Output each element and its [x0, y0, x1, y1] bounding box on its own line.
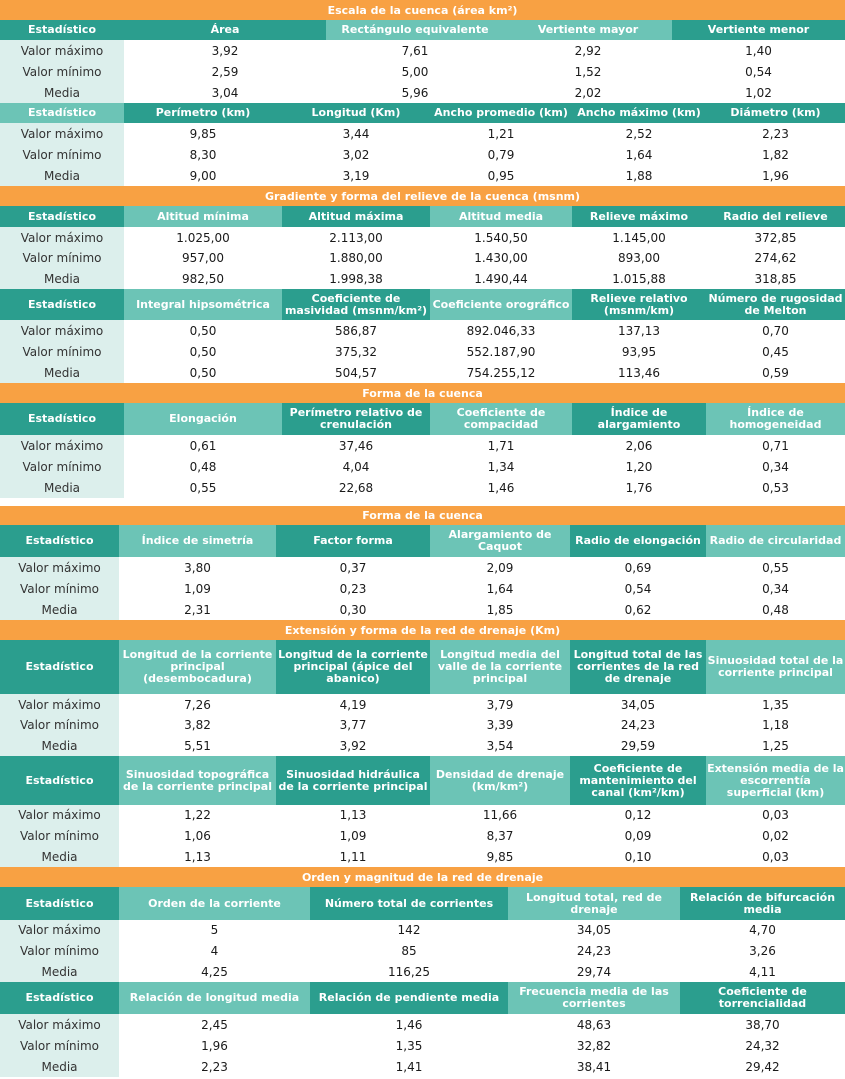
table-cell: 4 — [210, 943, 219, 958]
header-row — [0, 887, 845, 920]
header-row — [0, 525, 845, 557]
table-cell: 1.540,50 — [474, 230, 528, 245]
table-cell: 32,82 — [576, 1038, 612, 1053]
table-cell: 0,62 — [624, 602, 652, 617]
table-cell: 0,79 — [487, 147, 515, 162]
table-cell: 137,13 — [618, 323, 660, 338]
table-cell: 2,92 — [574, 43, 602, 58]
table-row — [0, 82, 845, 103]
column-header: Longitud de la corriente principal (desembocadura) — [119, 640, 276, 694]
row-label: Valor máximo — [0, 123, 124, 144]
table-cell: 4,70 — [749, 923, 776, 937]
table-cell: 1.998,38 — [329, 271, 383, 286]
table-row — [0, 40, 845, 61]
table-cell: 2.113,00 — [329, 230, 383, 245]
table-row — [0, 61, 845, 82]
table-cell: 9,00 — [189, 168, 217, 183]
table-cell: 24,32 — [745, 1038, 780, 1053]
table-cell: 0,59 — [762, 365, 789, 380]
column-header: Altitud media — [430, 206, 572, 227]
table-cell: 1,76 — [625, 480, 653, 495]
table-cell: 0,30 — [339, 602, 367, 617]
table-row — [0, 846, 845, 867]
column-header: Frecuencia media de las corrientes — [508, 982, 680, 1014]
column-header: Longitud total, red de drenaje — [508, 887, 680, 920]
table-cell: 1,88 — [625, 168, 653, 183]
table-cell: 38,70 — [745, 1017, 780, 1032]
table-cell: 3,44 — [342, 126, 370, 141]
column-header: Altitud mínima — [124, 206, 282, 227]
table-cell: 0,34 — [762, 581, 789, 596]
table-cell: 1,96 — [201, 1038, 228, 1053]
table-cell: 0,48 — [189, 459, 217, 474]
table-cell: 2,06 — [625, 438, 653, 453]
row-label: Valor mínimo — [0, 61, 124, 82]
section-banner: Forma de la cuenca — [0, 506, 845, 525]
row-label: Valor máximo — [0, 557, 119, 578]
column-header: Coeficiente de mantenimiento del canal (km²/km) — [570, 756, 706, 805]
column-header: Longitud (Km) — [282, 103, 430, 123]
table-cell: 3,39 — [486, 718, 514, 732]
table-row — [0, 320, 845, 341]
table-cell: 754.255,12 — [466, 365, 536, 380]
header-row — [0, 20, 845, 40]
row-label: Media — [0, 599, 119, 620]
table-cell: 1,06 — [184, 828, 211, 843]
row-label: Valor máximo — [0, 694, 119, 715]
table-cell: 0,95 — [487, 168, 515, 183]
table-cell: 274,62 — [754, 251, 797, 265]
table-cell: 37,46 — [338, 438, 374, 453]
table-cell: 1,21 — [487, 126, 515, 141]
row-label: Media — [0, 82, 124, 103]
column-header: Radio de circularidad — [706, 525, 845, 557]
section-banner: Orden y magnitud de la red de drenaje — [0, 867, 845, 887]
table-cell: 2,59 — [211, 64, 239, 79]
row-label: Media — [0, 961, 119, 982]
table-cell: 7,61 — [401, 43, 429, 58]
table-cell: 0,10 — [624, 849, 652, 864]
column-header: Vertiente menor — [672, 20, 845, 40]
table-cell: 1,11 — [339, 849, 367, 864]
table-cell: 1,35 — [395, 1038, 423, 1053]
table-row — [0, 940, 845, 961]
table-cell: 1,13 — [184, 849, 211, 864]
table-row — [0, 477, 845, 498]
table-cell: 1,25 — [762, 738, 789, 753]
row-label: Valor mínimo — [0, 715, 119, 735]
table-cell: 3,54 — [486, 738, 514, 753]
table-cell: 1,09 — [339, 828, 367, 843]
table-cell: 24,23 — [620, 718, 656, 732]
header-row — [0, 206, 845, 227]
table-cell: 5,51 — [184, 738, 211, 753]
row-label: Valor mínimo — [0, 341, 124, 362]
table-cell: 1,46 — [395, 1017, 423, 1032]
table-cell: 1,82 — [762, 147, 789, 162]
column-header: Radio del relieve — [706, 206, 845, 227]
column-header: Perímetro (km) — [124, 103, 282, 123]
table-cell: 552.187,90 — [466, 344, 536, 359]
table-row — [0, 557, 845, 578]
table-cell: 85 — [401, 943, 417, 958]
table-cell: 2,23 — [201, 1059, 228, 1074]
table-cell: 1,09 — [184, 581, 211, 596]
row-label: Valor mínimo — [0, 825, 119, 846]
stat-header: Estadístico — [0, 289, 124, 320]
column-header: Relieve relativo (msnm/km) — [572, 289, 706, 320]
row-label: Valor máximo — [0, 1014, 119, 1035]
row-label: Valor máximo — [0, 920, 119, 940]
table-cell: 0,50 — [189, 365, 217, 380]
stat-header: Estadístico — [0, 403, 124, 435]
column-header: Densidad de drenaje (km/km²) — [430, 756, 570, 805]
table-cell: 1,96 — [762, 168, 789, 183]
table-cell: 375,32 — [335, 344, 377, 359]
row-label: Valor máximo — [0, 805, 119, 825]
stat-header: Estadístico — [0, 640, 119, 694]
table-cell: 1.490,44 — [474, 271, 528, 286]
table-cell: 93,95 — [621, 344, 657, 359]
table-cell: 0,03 — [762, 849, 789, 864]
table-cell: 2,31 — [184, 602, 211, 617]
column-header: Sinuosidad topográfica de la corriente principal — [119, 756, 276, 805]
table-cell: 1,40 — [745, 43, 772, 58]
row-label: Media — [0, 477, 124, 498]
table-cell: 0,70 — [762, 323, 789, 338]
row-label: Media — [0, 268, 124, 289]
table-cell: 3,77 — [339, 718, 367, 732]
table-cell: 1,71 — [487, 438, 515, 453]
table-cell: 1.015,88 — [612, 271, 666, 286]
table-cell: 2,23 — [762, 126, 789, 141]
column-header: Relieve máximo — [572, 206, 706, 227]
table-row — [0, 1056, 845, 1077]
table-cell: 5 — [210, 923, 219, 937]
row-label: Valor máximo — [0, 435, 124, 456]
column-header: Índice de homogeneidad — [706, 403, 845, 435]
table-cell: 372,85 — [754, 230, 797, 245]
table-cell: 1,13 — [339, 808, 367, 822]
table-cell: 142 — [397, 923, 421, 937]
column-header: Área — [124, 20, 326, 40]
row-label: Media — [0, 165, 124, 186]
table-cell: 0,37 — [339, 560, 367, 575]
table-cell: 1,35 — [762, 697, 789, 712]
table-cell: 1,64 — [625, 147, 653, 162]
table-cell: 982,50 — [182, 271, 224, 286]
table-cell: 1,22 — [184, 808, 211, 822]
table-cell: 1,20 — [625, 459, 653, 474]
table-cell: 586,87 — [335, 323, 377, 338]
row-label: Valor máximo — [0, 227, 124, 248]
column-header: Integral hipsométrica — [124, 289, 282, 320]
table-cell: 0,50 — [189, 323, 217, 338]
stat-header: Estadístico — [0, 982, 119, 1014]
table-cell: 3,92 — [211, 43, 239, 58]
table-row — [0, 362, 845, 383]
table-cell: 0,71 — [762, 438, 789, 453]
table-cell: 1.430,00 — [474, 251, 528, 265]
column-header: Sinuosidad total de la corriente principal — [706, 640, 845, 694]
column-header: Factor forma — [276, 525, 430, 557]
table-row — [0, 805, 845, 825]
column-header: Diámetro (km) — [706, 103, 845, 123]
column-header: Alargamiento de Caquot — [430, 525, 570, 557]
table-cell: 11,66 — [482, 808, 518, 822]
column-header: Longitud media del valle de la corriente principal — [430, 640, 570, 694]
column-header: Coeficiente orográfico — [430, 289, 572, 320]
table-row — [0, 456, 845, 477]
table-cell: 0,02 — [762, 828, 789, 843]
table-cell: 0,48 — [762, 602, 789, 617]
table-cell: 0,55 — [762, 560, 789, 575]
table-cell: 1,85 — [486, 602, 514, 617]
table-cell: 0,45 — [762, 344, 789, 359]
table-cell: 0,34 — [762, 459, 789, 474]
table-cell: 4,04 — [342, 459, 370, 474]
stat-header: Estadístico — [0, 103, 124, 123]
column-header: Elongación — [124, 403, 282, 435]
table-cell: 318,85 — [754, 271, 797, 286]
table-row — [0, 435, 845, 456]
column-header: Relación de pendiente media — [310, 982, 508, 1014]
table-cell: 0,03 — [762, 808, 789, 822]
table-cell: 1,41 — [395, 1059, 423, 1074]
table-cell: 3,19 — [342, 168, 370, 183]
table-row — [0, 599, 845, 620]
table-cell: 29,74 — [576, 964, 612, 979]
table-cell: 34,05 — [576, 923, 612, 937]
column-header: Coeficiente de torrencialidad — [680, 982, 845, 1014]
table-cell: 1.880,00 — [329, 251, 383, 265]
table-row — [0, 825, 845, 846]
column-header: Perímetro relativo de crenulación — [282, 403, 430, 435]
stat-header: Estadístico — [0, 887, 119, 920]
section-banner: Extensión y forma de la red de drenaje (Km) — [0, 620, 845, 640]
table-cell: 0,55 — [189, 480, 217, 495]
column-header: Longitud de la corriente principal (ápice del abanico) — [276, 640, 430, 694]
row-label: Valor máximo — [0, 320, 124, 341]
table-cell: 0,61 — [189, 438, 217, 453]
table-cell: 38,41 — [576, 1059, 612, 1074]
table-cell: 504,57 — [335, 365, 377, 380]
table-cell: 0,69 — [624, 560, 652, 575]
table-row — [0, 1035, 845, 1056]
table-cell: 3,79 — [486, 697, 514, 712]
section-banner: Escala de la cuenca (área km²) — [0, 0, 845, 20]
row-label: Valor mínimo — [0, 1035, 119, 1056]
table-cell: 3,82 — [184, 718, 211, 732]
column-header: Relación de bifurcación media — [680, 887, 845, 920]
row-label: Valor mínimo — [0, 144, 124, 165]
table-cell: 0,50 — [189, 344, 217, 359]
table-cell: 2,52 — [625, 126, 653, 141]
row-label: Valor máximo — [0, 40, 124, 61]
row-label: Valor mínimo — [0, 456, 124, 477]
table-cell: 48,63 — [576, 1017, 612, 1032]
table-row — [0, 578, 845, 599]
table-row — [0, 268, 845, 289]
column-header: Longitud total de las corrientes de la red de drenaje — [570, 640, 706, 694]
column-header: Vertiente mayor — [504, 20, 672, 40]
section-banner: Gradiente y forma del relieve de la cuenca (msnm) — [0, 186, 845, 206]
table-cell: 1,02 — [745, 85, 772, 100]
table-cell: 957,00 — [182, 251, 224, 265]
header-row — [0, 756, 845, 805]
table-cell: 5,96 — [401, 85, 429, 100]
table-row — [0, 1014, 845, 1035]
table-cell: 8,30 — [189, 147, 217, 162]
table-cell: 116,25 — [388, 964, 430, 979]
column-header: Ancho máximo (km) — [572, 103, 706, 123]
table-cell: 3,26 — [749, 943, 776, 958]
table-cell: 2,09 — [486, 560, 514, 575]
table-row — [0, 123, 845, 144]
table-row — [0, 735, 845, 756]
table-cell: 1,64 — [486, 581, 514, 596]
column-header: Índice de alargamiento — [572, 403, 706, 435]
table-cell: 1.025,00 — [176, 230, 230, 245]
table-cell: 1,18 — [762, 718, 789, 732]
column-header: Orden de la corriente — [119, 887, 310, 920]
table-cell: 113,46 — [618, 365, 660, 380]
table-cell: 3,92 — [339, 738, 367, 753]
stat-header: Estadístico — [0, 756, 119, 805]
table-row — [0, 961, 845, 982]
stat-header: Estadístico — [0, 206, 124, 227]
table-row — [0, 341, 845, 362]
table-row — [0, 144, 845, 165]
column-header: Ancho promedio (km) — [430, 103, 572, 123]
column-header: Índice de simetría — [119, 525, 276, 557]
table-row — [0, 165, 845, 186]
table-cell: 29,59 — [620, 738, 656, 753]
table-cell: 2,45 — [201, 1017, 228, 1032]
table-cell: 22,68 — [338, 480, 374, 495]
table-row — [0, 248, 845, 268]
table-cell: 8,37 — [486, 828, 514, 843]
column-header: Coeficiente de masividad (msnm/km²) — [282, 289, 430, 320]
column-header: Rectángulo equivalente — [326, 20, 504, 40]
table-cell: 1,52 — [574, 64, 602, 79]
column-header: Sinuosidad hidráulica de la corriente principal — [276, 756, 430, 805]
column-header: Altitud máxima — [282, 206, 430, 227]
table-cell: 0,12 — [624, 808, 652, 822]
table-row — [0, 694, 845, 715]
header-row — [0, 103, 845, 123]
table-row — [0, 920, 845, 940]
table-cell: 1.145,00 — [612, 230, 666, 245]
table-cell: 1,34 — [487, 459, 515, 474]
table-cell: 9,85 — [486, 849, 514, 864]
section-banner: Forma de la cuenca — [0, 383, 845, 403]
table-cell: 1,46 — [487, 480, 515, 495]
header-row — [0, 403, 845, 435]
table-cell: 0,23 — [339, 581, 367, 596]
column-header: Relación de longitud media — [119, 982, 310, 1014]
column-header: Número total de corrientes — [310, 887, 508, 920]
table-cell: 4,19 — [339, 697, 367, 712]
column-header: Número de rugosidad de Melton — [706, 289, 845, 320]
row-label: Media — [0, 1056, 119, 1077]
table-cell: 4,11 — [749, 964, 776, 979]
column-header: Coeficiente de compacidad — [430, 403, 572, 435]
row-label: Valor mínimo — [0, 248, 124, 268]
table-cell: 0,54 — [745, 64, 772, 79]
table-cell: 0,09 — [624, 828, 652, 843]
table-cell: 24,23 — [576, 943, 612, 958]
row-label: Valor mínimo — [0, 578, 119, 599]
column-header: Radio de elongación — [570, 525, 706, 557]
row-label: Media — [0, 735, 119, 756]
row-label: Valor mínimo — [0, 940, 119, 961]
table-cell: 892.046,33 — [466, 323, 536, 338]
header-row — [0, 289, 845, 320]
row-label: Media — [0, 362, 124, 383]
table-cell: 3,04 — [211, 85, 239, 100]
table-cell: 9,85 — [189, 126, 217, 141]
table-row — [0, 227, 845, 248]
stat-header: Estadístico — [0, 20, 124, 40]
table-cell: 893,00 — [618, 251, 660, 265]
table-cell: 0,54 — [624, 581, 652, 596]
column-header: Extensión media de la escorrentía superficial (km) — [706, 756, 845, 805]
table-cell: 3,80 — [184, 560, 211, 575]
table-row — [0, 715, 845, 735]
table-cell: 7,26 — [184, 697, 211, 712]
table-cell: 0,53 — [762, 480, 789, 495]
table-cell: 3,02 — [342, 147, 370, 162]
table-cell: 29,42 — [745, 1059, 780, 1074]
header-row — [0, 640, 845, 694]
table-cell: 34,05 — [620, 697, 656, 712]
table-cell: 2,02 — [574, 85, 602, 100]
table-cell: 4,25 — [201, 964, 228, 979]
header-row — [0, 982, 845, 1014]
row-label: Media — [0, 846, 119, 867]
table-cell: 5,00 — [401, 64, 429, 79]
stat-header: Estadístico — [0, 525, 119, 557]
